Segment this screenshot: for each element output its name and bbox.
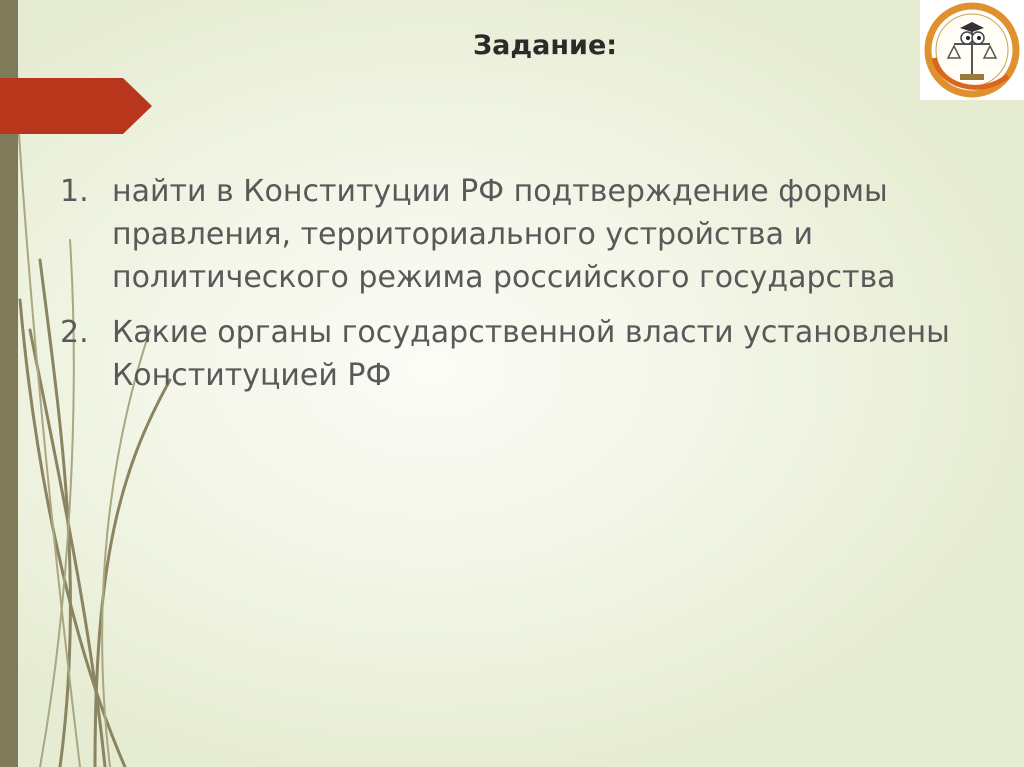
school-logo [920, 0, 1024, 100]
task-item [60, 170, 960, 299]
task-text: найти в Конституции РФ подтверждение формы правления, территориального устройства и политического режима российского государства [112, 174, 896, 295]
task-text: Какие органы государственной власти установлены Конституцией РФ [112, 315, 950, 393]
scales-of-justice-icon [920, 0, 1024, 100]
accent-arrow-shape [0, 78, 152, 134]
slide-title: Задание: [472, 30, 618, 61]
task-item [60, 311, 960, 397]
task-list [60, 170, 960, 409]
task-number: 2. [60, 315, 89, 350]
task-number: 1. [60, 174, 89, 209]
